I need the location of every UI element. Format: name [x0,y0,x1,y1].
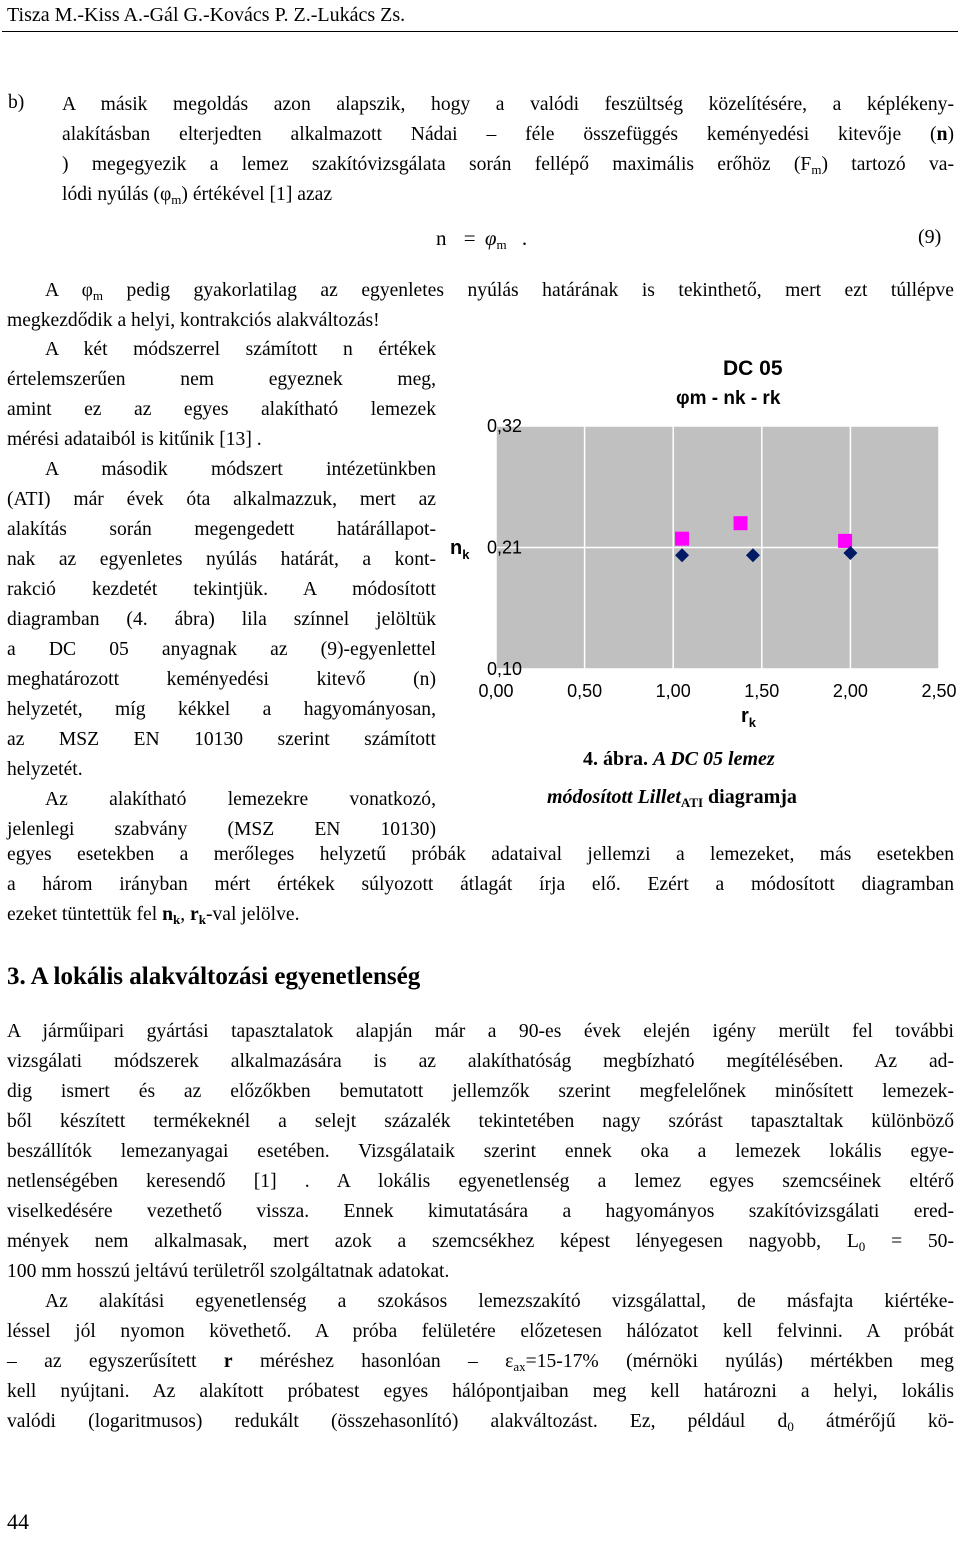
data-point [734,516,748,530]
chart-subtitle: φm - nk - rk [676,388,781,409]
chart-title: DC 05 [723,357,783,380]
data-point [838,534,852,548]
section-heading: 3. A lokális alakváltozási egyenetlenség [7,963,421,990]
continuation-text: egyes esetekben a merőleges helyzetű próbák adataival jellemzi a lemezeket, más esetekben a három irányban mért értékek súlyozott átlagát írja elő. Ezért a módosított diagramban ezeket tüntettük fel $n_k$, $r_k$-val jelölve. [7,844,954,927]
item-b-line: A másik megoldás azon alapszik, hogy a valódi feszültség közelítésére, a képlékeny- [62,94,954,115]
section-paragraph-2: Az alakítási egyenetlenség a szokásos lemezszakító vizsgálattal, de másfajta kiértéke- léssel jól nyomon követhető. A próba felületére előzetesen hálózatot kell felvinni. A próbát – az egyszerűsített r méréshez hasonlóan – $\varepsilon_{ax}=15-17\%$ (mérnöki nyúlás) mértékben meg kell nyújtani. Az alakított próbatest egyes hálópontjaiban meg kell határozni a helyi, lokális valódi (logaritmusos) redukált (összehasonlító) alakváltozást. Ez, például $d_0$ átmérőjű kö- [7,1291,954,1434]
figure-lillet-diagram [448,350,960,740]
y-tick-label: 0,10 [486,659,522,679]
item-b-line: lódi nyúlás $(\varphi_m)$ értékével [1] azaz [62,184,333,207]
scatter-chart [448,350,960,740]
equation: n = φm . [436,226,528,252]
item-b-line: alakításban elterjedten alkalmazott Nádai – féle összefüggés keményedési kitevője (n) [62,124,954,145]
running-header: Tisza M.-Kiss A.-Gál G.-Kovács P. Z.-Lukács Zs. [7,4,406,26]
item-b-line: ) megegyezik a lemez szakítóvizsgálata során fellépő maximális erőhöz $(F_m)$ tartozó va- [62,154,954,177]
y-tick-label: 0,32 [486,416,522,436]
left-column-text: A két módszerrel számított n értékek értelemszerűen nem egyeznek meg, amint ez az egyes alakítható lemezek mérési adataiból is kitűnik [13] . A második módszert intézetünkben (ATI) már évek óta alkalmazzuk, mert az alakítás során megengedett határállapot- nak az egyenletes nyúlás határát, a kont- rakció kezdetét tekintjük. A módosított diagramban (4. ábra) lila színnel jelöltük a DC 05 anyagnak az (9)-egyenlettel meghatározott keményedési kitevő (n) helyzetét, míg kékkel a hagyományosan, az MSZ EN 10130 szerint számított helyzetét. Az alakítható lemezekre vonatkozó, jelenlegi szabvány (MSZ EN 10130) [7,339,436,840]
phi-paragraph: A $\varphi_m$ pedig gyakorlatilag az egyenletes nyúlás határának is tekinthető, mert ezt túllépve megkezdődik a helyi, kontrakciós alakváltozás! [7,280,955,331]
section-paragraph-1: A járműipari gyártási tapasztalatok alapján már a 90-es évek elején igény merült fel további vizsgálati módszerek alkalmazására is az alakíthatóság megbízható megítélésében. Az ad- dig ismert és az előzőkben bemutatott jellemzők szerint megfelelőnek minősített lemezek- ből készített termékeknél a selejt százalék tekintetében nagy szórást tapasztaltak különböző beszállítók lemezanyagai esetében. Vizsgálataik szerint ennek oka a lemezek lokális egye- netlenségében keresendő [1] . A lokális egyenetlenség a lemez egyes szemcséinek eltérő viselkedésére vezethető vissza. Ennek kimutatására a hagyományos szakítóvizsgálati ered- mények nem alkalmasak, mert azok a szemcsékhez képest lényegesen nagyobb, $L_0 = 50-$ 100 mm hosszú jeltávú területről szolgáltatnak adatokat. [7,1021,955,1282]
x-tick-label: 1,00 [655,681,691,701]
figure-caption-line2: módosított Lillet$_{ATI}$ diagramja [547,786,797,810]
data-point [675,532,689,546]
item-b-text [62,90,954,210]
x-tick-label: 1,50 [744,681,780,701]
y-tick-label: 0,21 [486,537,522,558]
item-label-b: b) [8,92,25,113]
figure-caption-line1: 4. ábra. A DC 05 lemez [583,748,775,770]
x-tick-label: 2,00 [832,681,868,701]
x-tick-label: 2,50 [921,681,957,701]
x-axis-label: $r_k$ [741,705,757,730]
x-tick-label: 0,00 [478,681,514,701]
header-rule [2,31,958,32]
equation-number: (9) [918,226,942,248]
x-tick-label: 0,50 [567,681,603,701]
page-number: 44 [7,1509,29,1534]
y-axis-label: $n_k$ [450,537,470,562]
